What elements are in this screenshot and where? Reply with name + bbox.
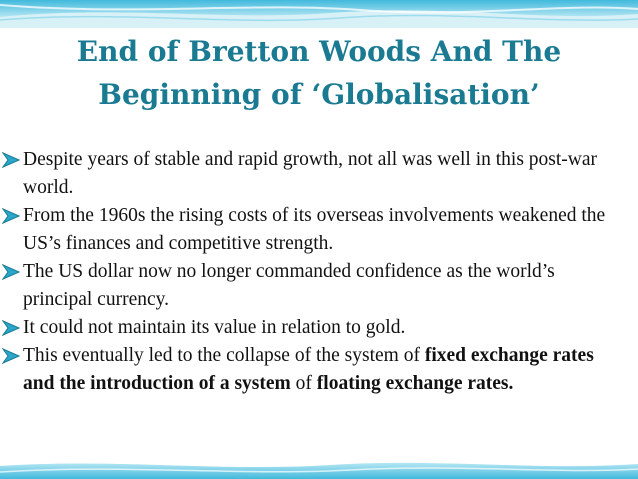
arrow-bullet-icon [2, 152, 20, 168]
bottom-wave-banner [0, 458, 638, 479]
bullet-list [0, 146, 620, 398]
bullet-text: It could not maintain its value in relation to gold. [23, 317, 406, 338]
bullet-text-bold: fixed exchange rates and the introduction of a system [23, 345, 594, 394]
bullet-item [0, 146, 620, 202]
bullet-item [0, 314, 620, 342]
arrow-bullet-icon [2, 320, 20, 336]
bullet-item [0, 342, 620, 398]
top-wave-banner [0, 0, 638, 28]
bullet-text: Despite years of stable and rapid growth, not all was well in this post-war world. [23, 149, 598, 198]
bullet-text-plain: of [290, 373, 317, 394]
arrow-bullet-icon [2, 208, 20, 224]
arrow-bullet-icon [2, 264, 20, 280]
bullet-item [0, 202, 620, 258]
bullet-item [0, 258, 620, 314]
title-line-1: End of Bretton Woods And The [76, 35, 562, 68]
bullet-text: From the 1960s the rising costs of its overseas involvements weakened the US’s finances and competitive strength. [23, 205, 606, 254]
slide-title [0, 30, 638, 116]
bullet-text-plain: This eventually led to the collapse of the system of [23, 345, 425, 366]
bullet-text: The US dollar now no longer commanded confidence as the world’s principal currency. [23, 261, 555, 310]
title-line-2: Beginning of ‘Globalisation’ [98, 78, 540, 111]
arrow-bullet-icon [2, 348, 20, 364]
bullet-text-bold: floating exchange rates. [316, 373, 514, 394]
